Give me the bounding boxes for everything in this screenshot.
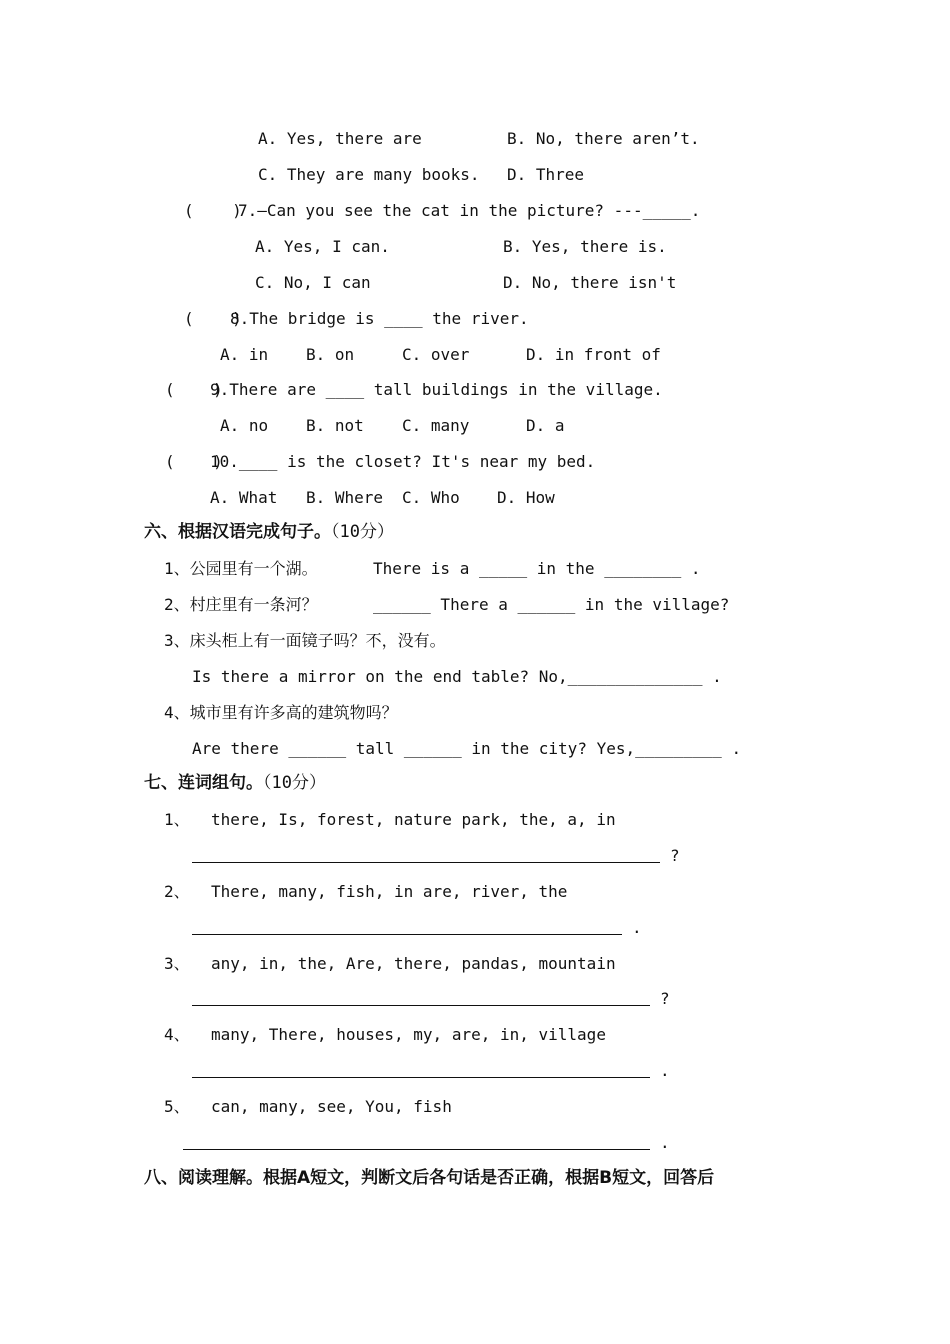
section-6-heading bbox=[144, 521, 394, 543]
q8-answer-paren: ( ) bbox=[184, 309, 242, 328]
section-7-item-1-end-mark: ? bbox=[670, 846, 680, 865]
q8-stem: 8.The bridge is ____ the river. bbox=[230, 309, 529, 328]
section-7-item-4-words: many, There, houses, my, are, in, village bbox=[211, 1025, 606, 1044]
q6-option-d: D. Three bbox=[507, 165, 585, 184]
q8-option-b: B. on bbox=[306, 345, 355, 364]
section-7-heading bbox=[144, 772, 326, 794]
section-7-item-4-answer-line bbox=[192, 1077, 650, 1078]
q7-option-b: B. Yes, there is. bbox=[503, 237, 667, 256]
section-7-item-2-words: There, many, fish, in are, river, the bbox=[211, 882, 568, 901]
section-7-points: （10分） bbox=[263, 773, 326, 793]
section-6-item-1-english: There is a _____ in the ________ . bbox=[373, 559, 701, 578]
q7-option-c: C. No, I can bbox=[255, 273, 371, 292]
q9-option-d: D. a bbox=[526, 416, 565, 435]
section-7-item-1-words: there, Is, forest, nature park, the, a, in bbox=[211, 810, 616, 829]
section-7-item-5-end-mark: . bbox=[660, 1133, 670, 1152]
section-7-item-2-number: 2、 bbox=[164, 882, 190, 901]
q9-option-b: B. not bbox=[306, 416, 364, 435]
q10-option-d: D. How bbox=[497, 488, 555, 507]
section-7-item-1-number: 1、 bbox=[164, 810, 190, 829]
q10-answer-paren: ( ) bbox=[165, 452, 223, 471]
section-7-item-3-end-mark: ? bbox=[660, 989, 670, 1008]
section-7-item-5-words: can, many, see, You, fish bbox=[211, 1097, 452, 1116]
section-7-item-5-answer-line bbox=[183, 1149, 650, 1150]
section-6-item-3-chinese: 3、床头柜上有一面镜子吗？不，没有。 bbox=[164, 631, 446, 650]
q10-option-c: C. Who bbox=[402, 488, 460, 507]
section-7-item-2-end-mark: . bbox=[632, 918, 642, 937]
section-6-item-3-english: Is there a mirror on the end table? No,______________ . bbox=[192, 667, 722, 686]
q7-stem: 7.—Can you see the cat in the picture? ---_____. bbox=[238, 201, 701, 220]
section-6-item-4-chinese: 4、城市里有许多高的建筑物吗？ bbox=[164, 703, 398, 722]
section-7-item-3-answer-line bbox=[192, 1005, 650, 1006]
q8-option-a: A. in bbox=[220, 345, 269, 364]
section-6-points: （10分） bbox=[331, 522, 394, 542]
section-7-item-3-words: any, in, the, Are, there, pandas, mountain bbox=[211, 954, 616, 973]
section-7-item-3-number: 3、 bbox=[164, 954, 190, 973]
section-7-item-4-number: 4、 bbox=[164, 1025, 190, 1044]
q9-stem: 9.There are ____ tall buildings in the village. bbox=[210, 380, 663, 399]
q9-option-c: C. many bbox=[402, 416, 470, 435]
q8-option-c: C. over bbox=[402, 345, 470, 364]
section-6-item-1-chinese: 1、公园里有一个湖。 bbox=[164, 559, 318, 578]
section-7-item-4-end-mark: . bbox=[660, 1061, 670, 1080]
section-7-title: 七、连词组句。 bbox=[144, 773, 263, 793]
section-6-item-2-english: ______ There a ______ in the village? bbox=[373, 595, 730, 614]
q6-option-a: A. Yes, there are bbox=[258, 129, 422, 148]
section-6-item-2-chinese: 2、村庄里有一条河？ bbox=[164, 595, 318, 614]
section-6-item-4-english: Are there ______ tall ______ in the city? Yes,_________ . bbox=[192, 739, 742, 758]
q10-option-b: B. Where bbox=[306, 488, 384, 507]
section-7-item-5-number: 5、 bbox=[164, 1097, 190, 1116]
section-6-title: 六、根据汉语完成句子。 bbox=[144, 522, 331, 542]
q9-answer-paren: ( ) bbox=[165, 380, 223, 399]
section-8-heading: 八、阅读理解。根据A短文，判断文后各句话是否正确，根据B短文，回答后 bbox=[144, 1168, 715, 1188]
q10-option-a: A. What bbox=[210, 488, 278, 507]
section-7-item-2-answer-line bbox=[192, 934, 622, 935]
q10-stem: 10.____ is the closet? It's near my bed. bbox=[210, 452, 596, 471]
q6-option-c: C. They are many books. bbox=[258, 165, 480, 184]
q7-answer-paren: ( ) bbox=[184, 201, 242, 220]
q7-option-a: A. Yes, I can. bbox=[255, 237, 390, 256]
q7-option-d: D. No, there isn't bbox=[503, 273, 677, 292]
q9-option-a: A. no bbox=[220, 416, 269, 435]
section-7-item-1-answer-line bbox=[192, 862, 660, 863]
q6-option-b: B. No, there aren’t. bbox=[507, 129, 700, 148]
q8-option-d: D. in front of bbox=[526, 345, 661, 364]
